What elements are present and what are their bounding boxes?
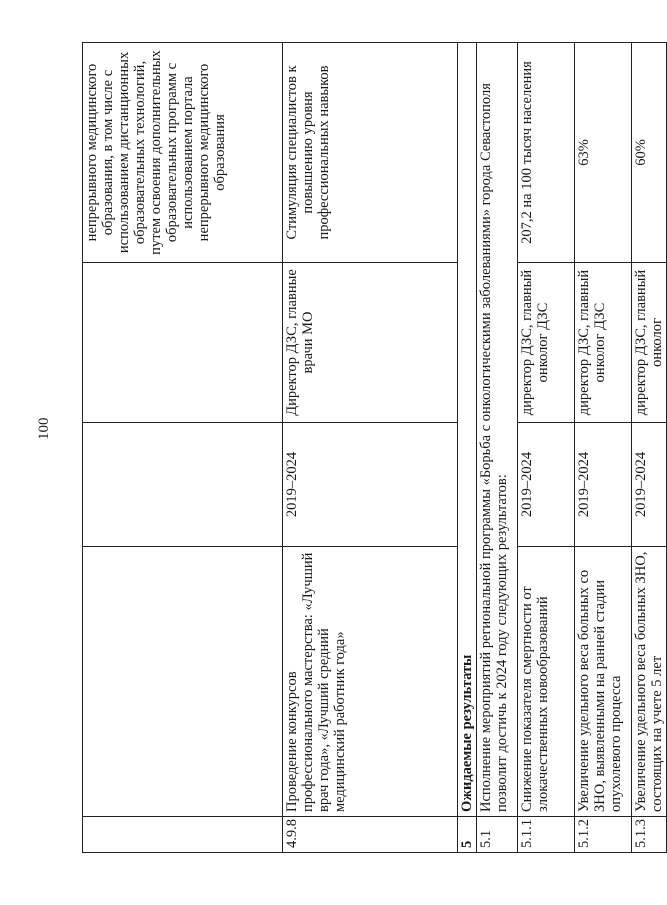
cell-responsible bbox=[83, 263, 283, 423]
cell-period: 2019–2024 bbox=[283, 423, 458, 547]
cell-num bbox=[83, 817, 283, 853]
cell-period: 2019–2024 bbox=[518, 423, 575, 547]
cell-num: 5.1.3 bbox=[632, 817, 667, 853]
plan-table bbox=[82, 42, 667, 853]
cell-period bbox=[83, 423, 283, 547]
cell-event: Увеличение удельного веса больных со ЗНО, выявленными на ранней стадии опухолевого процесса bbox=[575, 547, 632, 817]
section-header-5 bbox=[458, 43, 477, 853]
cell-event: Увеличение удельного веса больных ЗНО, состоящих на учете 5 лет bbox=[632, 547, 667, 817]
table-row-5-1-1 bbox=[518, 43, 575, 853]
table-row-5-1 bbox=[477, 43, 518, 853]
cell-result: Стимуляция специалистов к повышению уровня профессиональных навыков bbox=[283, 43, 458, 263]
cell-result: 60% bbox=[632, 43, 667, 263]
rotated-table-page bbox=[82, 43, 665, 853]
cell-responsible: директор ДЗС, главный онколог bbox=[632, 263, 667, 423]
cell-responsible: Директор ДЗС, главные врачи МО bbox=[283, 263, 458, 423]
cell-num: 4.9.8 bbox=[283, 817, 458, 853]
cell-result: непрерывного медицинского образования, в том числе с использованием дистанционных образовательных технологий, путем освоения дополнительных образовательных программ с использованием портала непрерывного медицинского образования bbox=[83, 43, 283, 263]
cell-num: 5.1.2 bbox=[575, 817, 632, 853]
section-title: Ожидаемые результаты bbox=[458, 43, 477, 817]
cell-event bbox=[83, 547, 283, 817]
table-row-5-1-3 bbox=[632, 43, 667, 853]
section-num: 5 bbox=[458, 817, 477, 853]
cell-period: 2019–2024 bbox=[632, 423, 667, 547]
cell-responsible: директор ДЗС, главный онколог ДЗС bbox=[575, 263, 632, 423]
cell-result: 63% bbox=[575, 43, 632, 263]
cell-num: 5.1.1 bbox=[518, 817, 575, 853]
cell-event: Проведение конкурсов профессионального мастерства: «Лучший врач года», «Лучший средний медицинский работник года» bbox=[283, 547, 458, 817]
cell-text: Исполнение мероприятий региональной программы «Борьба с онкологическими заболеваниями» города Севастополя позволит достичь к 2024 году следующих результатов: bbox=[477, 43, 518, 817]
cell-period: 2019–2024 bbox=[575, 423, 632, 547]
cell-responsible: директор ДЗС, главный онколог ДЗС bbox=[518, 263, 575, 423]
page-number: 100 bbox=[36, 417, 52, 440]
table-row-5-1-2 bbox=[575, 43, 632, 853]
cell-result: 207,2 на 100 тысяч населения bbox=[518, 43, 575, 263]
cell-event: Снижение показателя смертности от злокачественных новообразований bbox=[518, 547, 575, 817]
cell-num: 5.1 bbox=[477, 817, 518, 853]
table-row-4-9-8 bbox=[283, 43, 458, 853]
table-row-continued bbox=[83, 43, 283, 853]
